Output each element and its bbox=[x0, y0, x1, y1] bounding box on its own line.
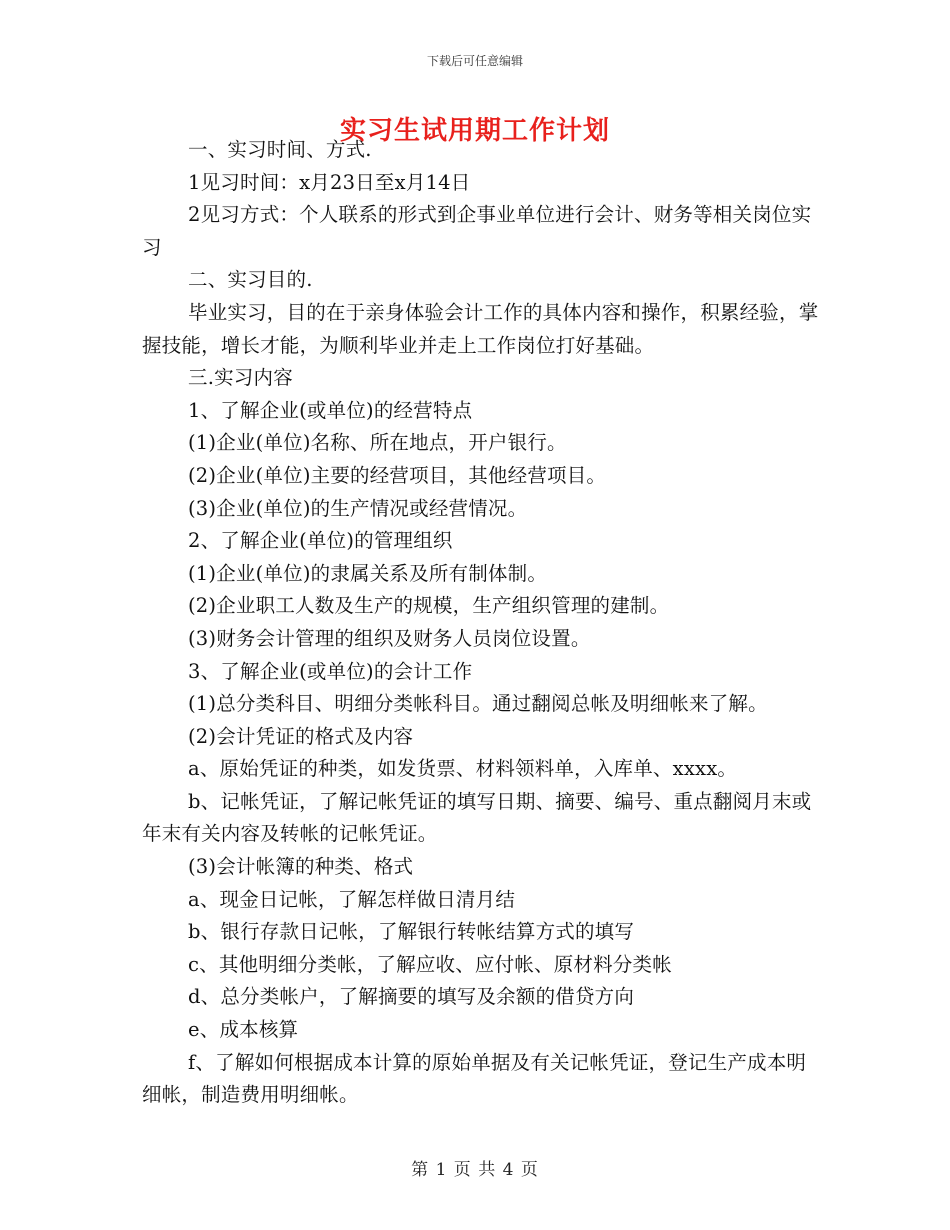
paragraph: 1见习时间：x月23日至x月14日 bbox=[188, 170, 471, 194]
paragraph: 3、了解企业(或单位)的会计工作 bbox=[188, 659, 473, 683]
paragraph: 一、实习时间、方式. bbox=[188, 138, 372, 161]
paragraph: (3)企业(单位)的生产情况或经营情况。 bbox=[188, 496, 528, 520]
document-title: 实习生试用期工作计划 bbox=[339, 116, 610, 146]
paragraph: 2见习方式：个人联系的形式到企事业单位进行会计、财务等相关岗位实习 bbox=[142, 203, 812, 259]
paragraph: 三.实习内容 bbox=[188, 366, 293, 390]
paragraph: a、原始凭证的种类，如发货票、材料领料单，入库单、xxxx。 bbox=[188, 757, 738, 781]
paragraph: (2)企业(单位)主要的经营项目，其他经营项目。 bbox=[188, 463, 607, 487]
paragraph: d、总分类帐户，了解摘要的填写及余额的借贷方向 bbox=[188, 985, 635, 1009]
paragraph: (1)总分类科目、明细分类帐科目。通过翻阅总帐及明细帐来了解。 bbox=[188, 692, 768, 716]
paragraph: (2)会计凭证的格式及内容 bbox=[188, 724, 414, 748]
document-body bbox=[142, 134, 822, 1112]
page-number: 第 1 页 共 4 页 bbox=[411, 1160, 539, 1180]
paragraph: 毕业实习，目的在于亲身体验会计工作的具体内容和操作，积累经验，掌握技能，增长才能，为顺利毕业并走上工作岗位打好基础。 bbox=[142, 300, 819, 357]
paragraph: c、其他明细分类帐，了解应收、应付帐、原材料分类帐 bbox=[188, 952, 672, 976]
paragraph: b、银行存款日记帐，了解银行转帐结算方式的填写 bbox=[188, 920, 635, 944]
paragraph: (2)企业职工人数及生产的规模，生产组织管理的建制。 bbox=[188, 594, 670, 618]
paragraph: (1)企业(单位)名称、所在地点，开户银行。 bbox=[188, 431, 567, 455]
paragraph: 二、实习目的. bbox=[188, 268, 313, 292]
paragraph: f、了解如何根据成本计算的原始单据及有关记帐凭证，登记生产成本明细帐，制造费用明细帐。 bbox=[142, 1050, 807, 1107]
paragraph: a、现金日记帐，了解怎样做日清月结 bbox=[188, 887, 516, 911]
paragraph: b、记帐凭证，了解记帐凭证的填写日期、摘要、编号、重点翻阅月末或年末有关内容及转帐的记帐凭证。 bbox=[142, 789, 812, 846]
paragraph: e、成本核算 bbox=[188, 1018, 299, 1042]
page-header-note: 下载后可任意编辑 bbox=[426, 54, 523, 68]
paragraph: (3)会计帐簿的种类、格式 bbox=[188, 855, 414, 879]
paragraph: 1、了解企业(或单位)的经营特点 bbox=[188, 398, 473, 422]
paragraph: 2、了解企业(单位)的管理组织 bbox=[188, 529, 453, 553]
paragraph: (1)企业(单位)的隶属关系及所有制体制。 bbox=[188, 561, 548, 585]
paragraph: (3)财务会计管理的组织及财务人员岗位设置。 bbox=[188, 626, 591, 650]
